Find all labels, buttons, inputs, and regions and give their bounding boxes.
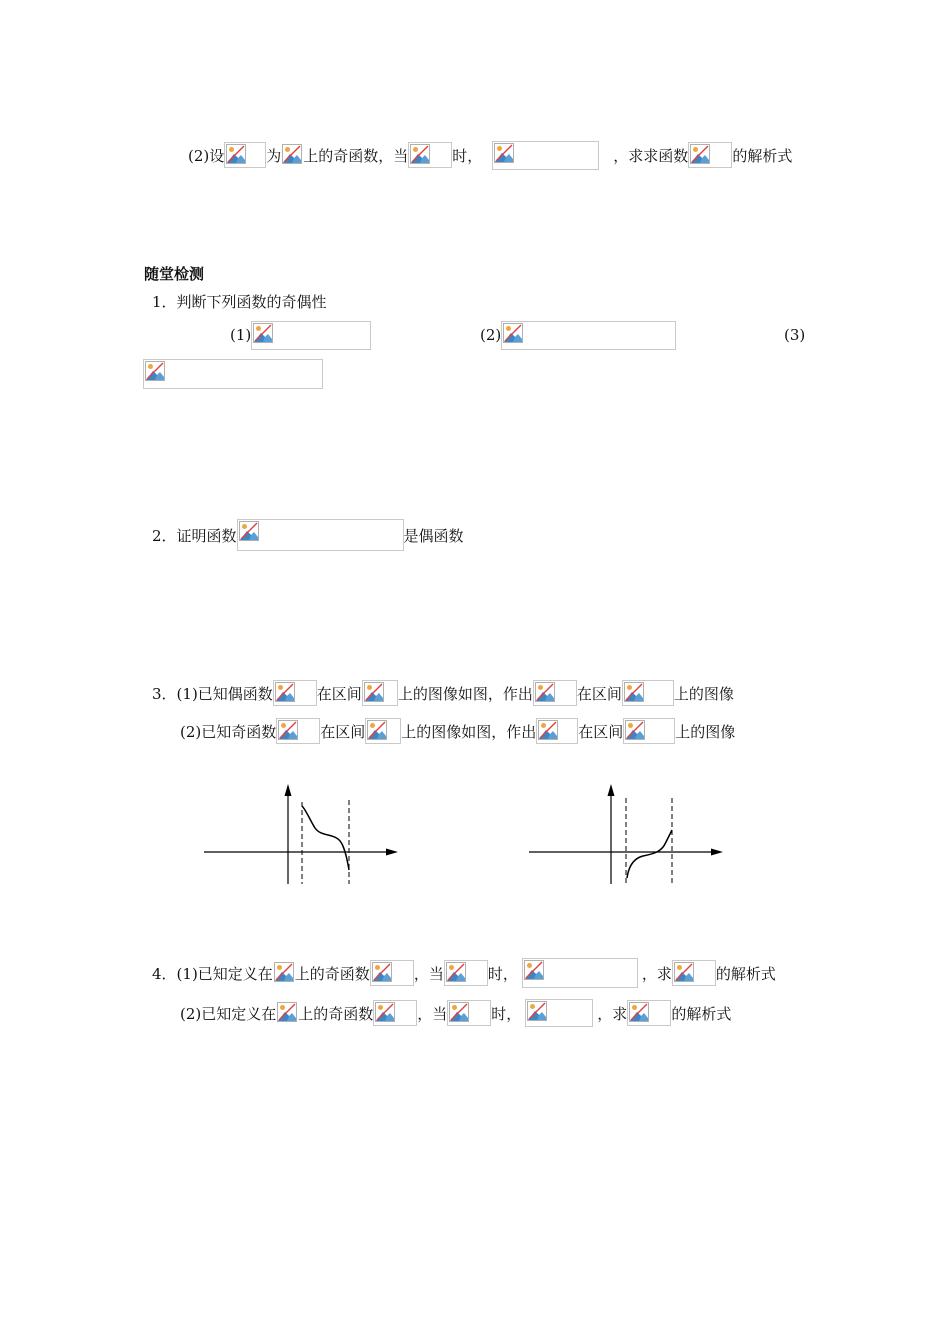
text: 在区间 [316,684,362,703]
q1-part3 [143,359,323,389]
broken-image-icon [367,720,387,740]
text: 上的奇函数 [298,1004,374,1023]
part-label: (3) [784,326,806,344]
formula-image [273,680,317,706]
broken-image-icon [274,962,294,982]
q3-part1 [152,678,734,708]
broken-image-icon [690,144,710,164]
formula-image [533,680,577,706]
text: 上的奇函数 [294,964,370,983]
text: 上的图像 [673,684,734,703]
text: 的解析式 [732,146,793,165]
text: 上的奇函数，当 [303,146,409,165]
text: (2)设 [188,146,225,165]
function-curve [302,806,349,870]
text: 时， [452,146,483,165]
formula-image [273,961,295,985]
text: ，求 [597,1004,628,1023]
question-text: 3．(1)已知偶函数 [152,684,273,703]
text: 的解析式 [715,964,776,983]
broken-image-icon [372,962,392,982]
text: ，当 [413,964,444,983]
formula-image [447,1000,491,1026]
text: 为 [266,146,282,165]
text: 在区间 [320,722,366,741]
graph-even-function [202,780,402,890]
part-label: (2) [480,326,502,344]
text: ，当 [417,1004,448,1023]
y-axis-arrow [285,784,292,796]
part-label: (1) [230,326,252,344]
question-text: 2．证明函数 [152,526,237,545]
formula-image [362,680,398,706]
formula-image [444,960,488,986]
formula-image [143,359,323,389]
broken-image-icon [253,323,273,343]
broken-image-icon [625,720,645,740]
formula-image [251,321,371,350]
formula-image [281,143,303,167]
y-axis-arrow [608,784,615,796]
broken-image-icon [629,1002,649,1022]
broken-image-icon [527,1001,547,1021]
question-text: 1．判断下列函数的奇偶性 [152,292,327,311]
formula-image [370,960,414,986]
broken-image-icon [278,720,298,740]
broken-image-icon [624,682,644,702]
formula-image [627,1000,671,1026]
question-text: (2)已知定义在 [180,1004,277,1023]
formula-image [623,718,675,744]
broken-image-icon [538,720,558,740]
formula-image [365,718,401,744]
broken-image-icon [449,1002,469,1022]
broken-image-icon [375,1002,395,1022]
formula-image [276,1001,298,1025]
x-axis-arrow [711,849,723,856]
q1-part3-label [784,320,805,350]
q4-part2 [180,998,731,1028]
function-curve [627,830,672,878]
top-problem-line [188,140,792,170]
formula-image [224,142,266,168]
broken-image-icon [446,962,466,982]
broken-image-icon [277,1002,297,1022]
broken-image-icon [494,143,514,163]
q4-part1 [152,958,776,988]
formula-image [492,141,599,170]
formula-image [525,999,593,1027]
broken-image-icon [535,682,555,702]
q1-part2 [480,320,676,350]
question-text: 4．(1)已知定义在 [152,964,273,983]
formula-image [373,1000,417,1026]
x-axis-arrow [386,849,398,856]
question-text: 是偶函数 [403,526,464,545]
text: 的解析式 [671,1004,732,1023]
text: 上的图像如图，作出 [397,684,533,703]
broken-image-icon [674,962,694,982]
broken-image-icon [503,323,523,343]
broken-image-icon [282,144,302,164]
q1-title [152,286,327,316]
formula-image [276,718,320,744]
q3-part2 [180,716,735,746]
q2-line [152,520,464,550]
text: ，求 [641,964,672,983]
formula-image [501,321,676,350]
text: 在区间 [576,684,622,703]
broken-image-icon [524,960,544,980]
text: ，求求函数 [613,146,689,165]
formula-image [672,960,716,986]
text: 时， [491,1004,522,1023]
graph-odd-function [527,780,727,890]
q1-part1 [230,320,371,350]
question-text: (2)已知奇函数 [180,722,277,741]
broken-image-icon [239,521,259,541]
broken-image-icon [275,682,295,702]
section-title: 随堂检测 [144,265,205,283]
text: 上的图像如图，作出 [401,722,537,741]
formula-image [237,519,404,551]
text: 时， [487,964,518,983]
formula-image [522,958,638,988]
formula-image [688,142,732,168]
formula-image [408,142,452,168]
text: 在区间 [578,722,624,741]
formula-image [536,718,578,744]
broken-image-icon [226,144,246,164]
formula-image [622,680,674,706]
broken-image-icon [145,361,165,381]
broken-image-icon [410,144,430,164]
text: 上的图像 [675,722,736,741]
broken-image-icon [364,682,384,702]
